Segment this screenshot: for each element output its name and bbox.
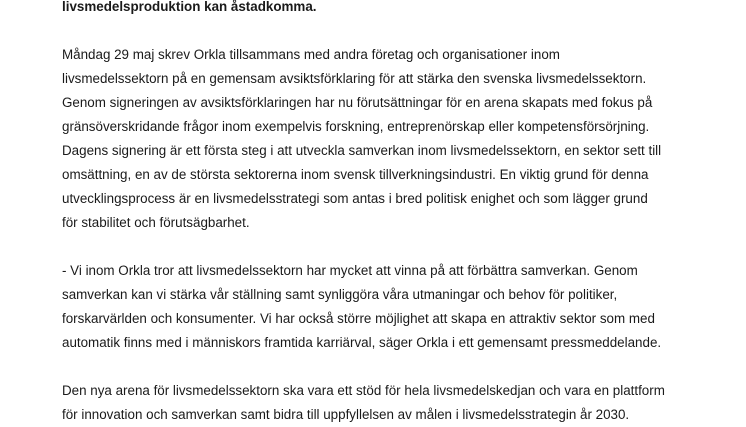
paragraph-line: livsmedelssektorn på en gemensam avsiktsförklaring för att stärka den svenska livsmedelssektorn. bbox=[62, 71, 647, 86]
paragraph-gap bbox=[62, 235, 746, 259]
paragraph-line: samverkan kan vi stärka vår ställning samt synliggöra våra utmaningar och behov för politiker, bbox=[62, 287, 618, 302]
paragraph-line: utvecklingsprocess är en livsmedelsstrategi som antas i bred politisk enighet och som lägger grund bbox=[62, 191, 648, 206]
paragraph-line: - Vi inom Orkla tror att livsmedelssektorn har mycket att vinna på att förbättra samverkan. Genom bbox=[62, 263, 638, 278]
paragraph-line: Dagens signering är ett första steg i att utveckla samverkan inom livsmedelssektorn, en sektor sett till bbox=[62, 143, 662, 158]
paragraph-line: forskarvärlden och konsumenter. Vi har också större möjlighet att skapa en attraktiv sektor som med bbox=[62, 311, 655, 326]
paragraph-line: automatik finns med i människors framtida karriärval, säger Orkla i ett gemensamt pressmeddelande. bbox=[62, 335, 662, 350]
paragraph-3 bbox=[62, 379, 746, 427]
document-page bbox=[62, 0, 746, 427]
paragraph-line: omsättning, en av de största sektorerna inom svensk tillverkningsindustri. En viktig grund för denna bbox=[62, 167, 649, 182]
paragraph-1 bbox=[62, 43, 746, 235]
paragraph-line: Måndag 29 maj skrev Orkla tillsammans med andra företag och organisationer inom bbox=[62, 47, 560, 62]
paragraph-gap bbox=[62, 19, 746, 43]
paragraph-2-quote bbox=[62, 259, 746, 355]
paragraph-line: för stabilitet och förutsägbarhet. bbox=[62, 215, 250, 230]
paragraph-gap bbox=[62, 355, 746, 379]
paragraph-line: för innovation och samverkan samt bidra till uppfyllelsen av målen i livsmedelsstrategin år 2030. bbox=[62, 407, 630, 422]
paragraph-line: Den nya arena för livsmedelssektorn ska vara ett stöd för hela livsmedelskedjan och vara en plattform bbox=[62, 383, 665, 398]
intro-bold-line: livsmedelsproduktion kan åstadkomma. bbox=[62, 0, 317, 14]
paragraph-line: gränsöverskridande frågor inom exempelvis forskning, entreprenörskap eller kompetensförsörjning. bbox=[62, 119, 650, 134]
paragraph-line: Genom signeringen av avsiktsförklaringen har nu förutsättningar för en arena skapats med fokus på bbox=[62, 95, 653, 110]
